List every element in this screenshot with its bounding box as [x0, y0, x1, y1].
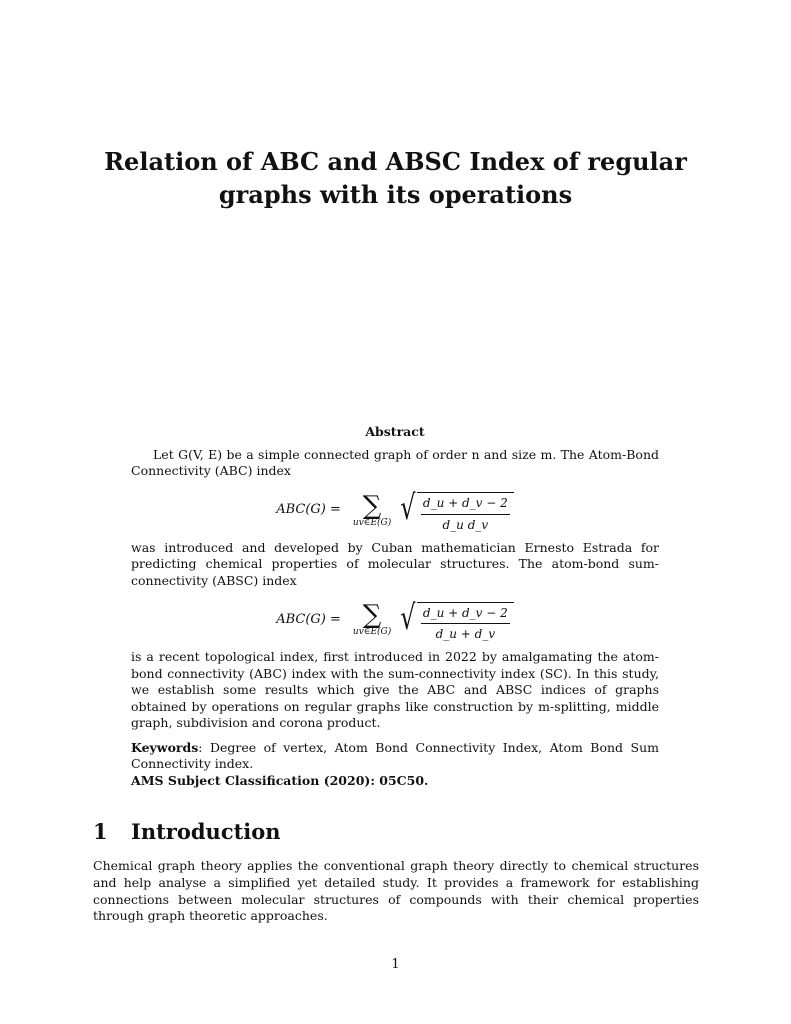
summation [352, 600, 392, 637]
numerator: d_u + d_v − 2 [421, 495, 510, 515]
abstract-paragraph-2: was introduced and developed by Cuban mathematician Ernesto Estrada for predicting chemical properties of molecular structures. The atom-bond sum-connectivity (ABSC) index [131, 539, 659, 588]
abstract-paragraph-1: Let G(V, E) be a simple connected graph of order n and size m. The Atom-Bond Connectivity (ABC) index [131, 446, 659, 478]
section-title: Introduction [131, 819, 281, 844]
abstract-paragraph-3: is a recent topological index, first introduced in 2022 by amalgamating the atom-bond connectivity (ABC) index with the sum-connectivity index (SC). In this study, we establish some results which give the ABC and ABSC indices of graphs obtained by operations on regular graphs like construction by m-splitting, middle graph, subdivision and corona product. [131, 649, 659, 730]
formula-lhs: ABC(G) = [276, 502, 341, 518]
formula-lhs: ABC(G) = [276, 611, 341, 627]
denominator: d_u + d_v [435, 627, 496, 641]
square-root [397, 488, 514, 533]
radical-icon: √ [400, 488, 416, 528]
sigma-symbol: ∑ [362, 600, 382, 630]
radical-icon: √ [400, 597, 416, 638]
section-number: 1 [93, 819, 108, 844]
keywords-line [131, 740, 659, 773]
page-number: 1 [391, 957, 400, 972]
abstract-section [131, 424, 659, 789]
summation-index: uv∈E(G) [352, 517, 392, 528]
introduction-paragraph: Chemical graph theory applies the conventional graph theory directly to chemical structures and help analyse a simplified yet detailed study. It provides a framework for establishing connections between molecular structures of compounds with their chemical properties through graph theoretic approaches. [93, 858, 699, 924]
abc-formula [131, 488, 659, 534]
fraction [417, 602, 514, 643]
denominator: d_u d_v [442, 517, 489, 532]
sigma-symbol: ∑ [362, 490, 382, 521]
keywords-label: Keywords [131, 739, 199, 755]
fraction [417, 492, 514, 533]
square-root [397, 598, 514, 643]
summation [352, 490, 392, 528]
summation-index: uv∈E(G) [352, 627, 392, 637]
section-heading [93, 819, 281, 844]
keywords-text: : Degree of vertex, Atom Bond Connectivity Index, Atom Bond Sum Connectivity index. [131, 739, 659, 771]
abstract-heading: Abstract [365, 424, 425, 439]
absc-formula [131, 597, 659, 643]
paper-title: Relation of ABC and ABSC Index of regular graphs with its operations [104, 147, 687, 209]
numerator: d_u + d_v − 2 [421, 605, 510, 625]
ams-classification: AMS Subject Classification (2020): 05C50. [131, 772, 429, 788]
